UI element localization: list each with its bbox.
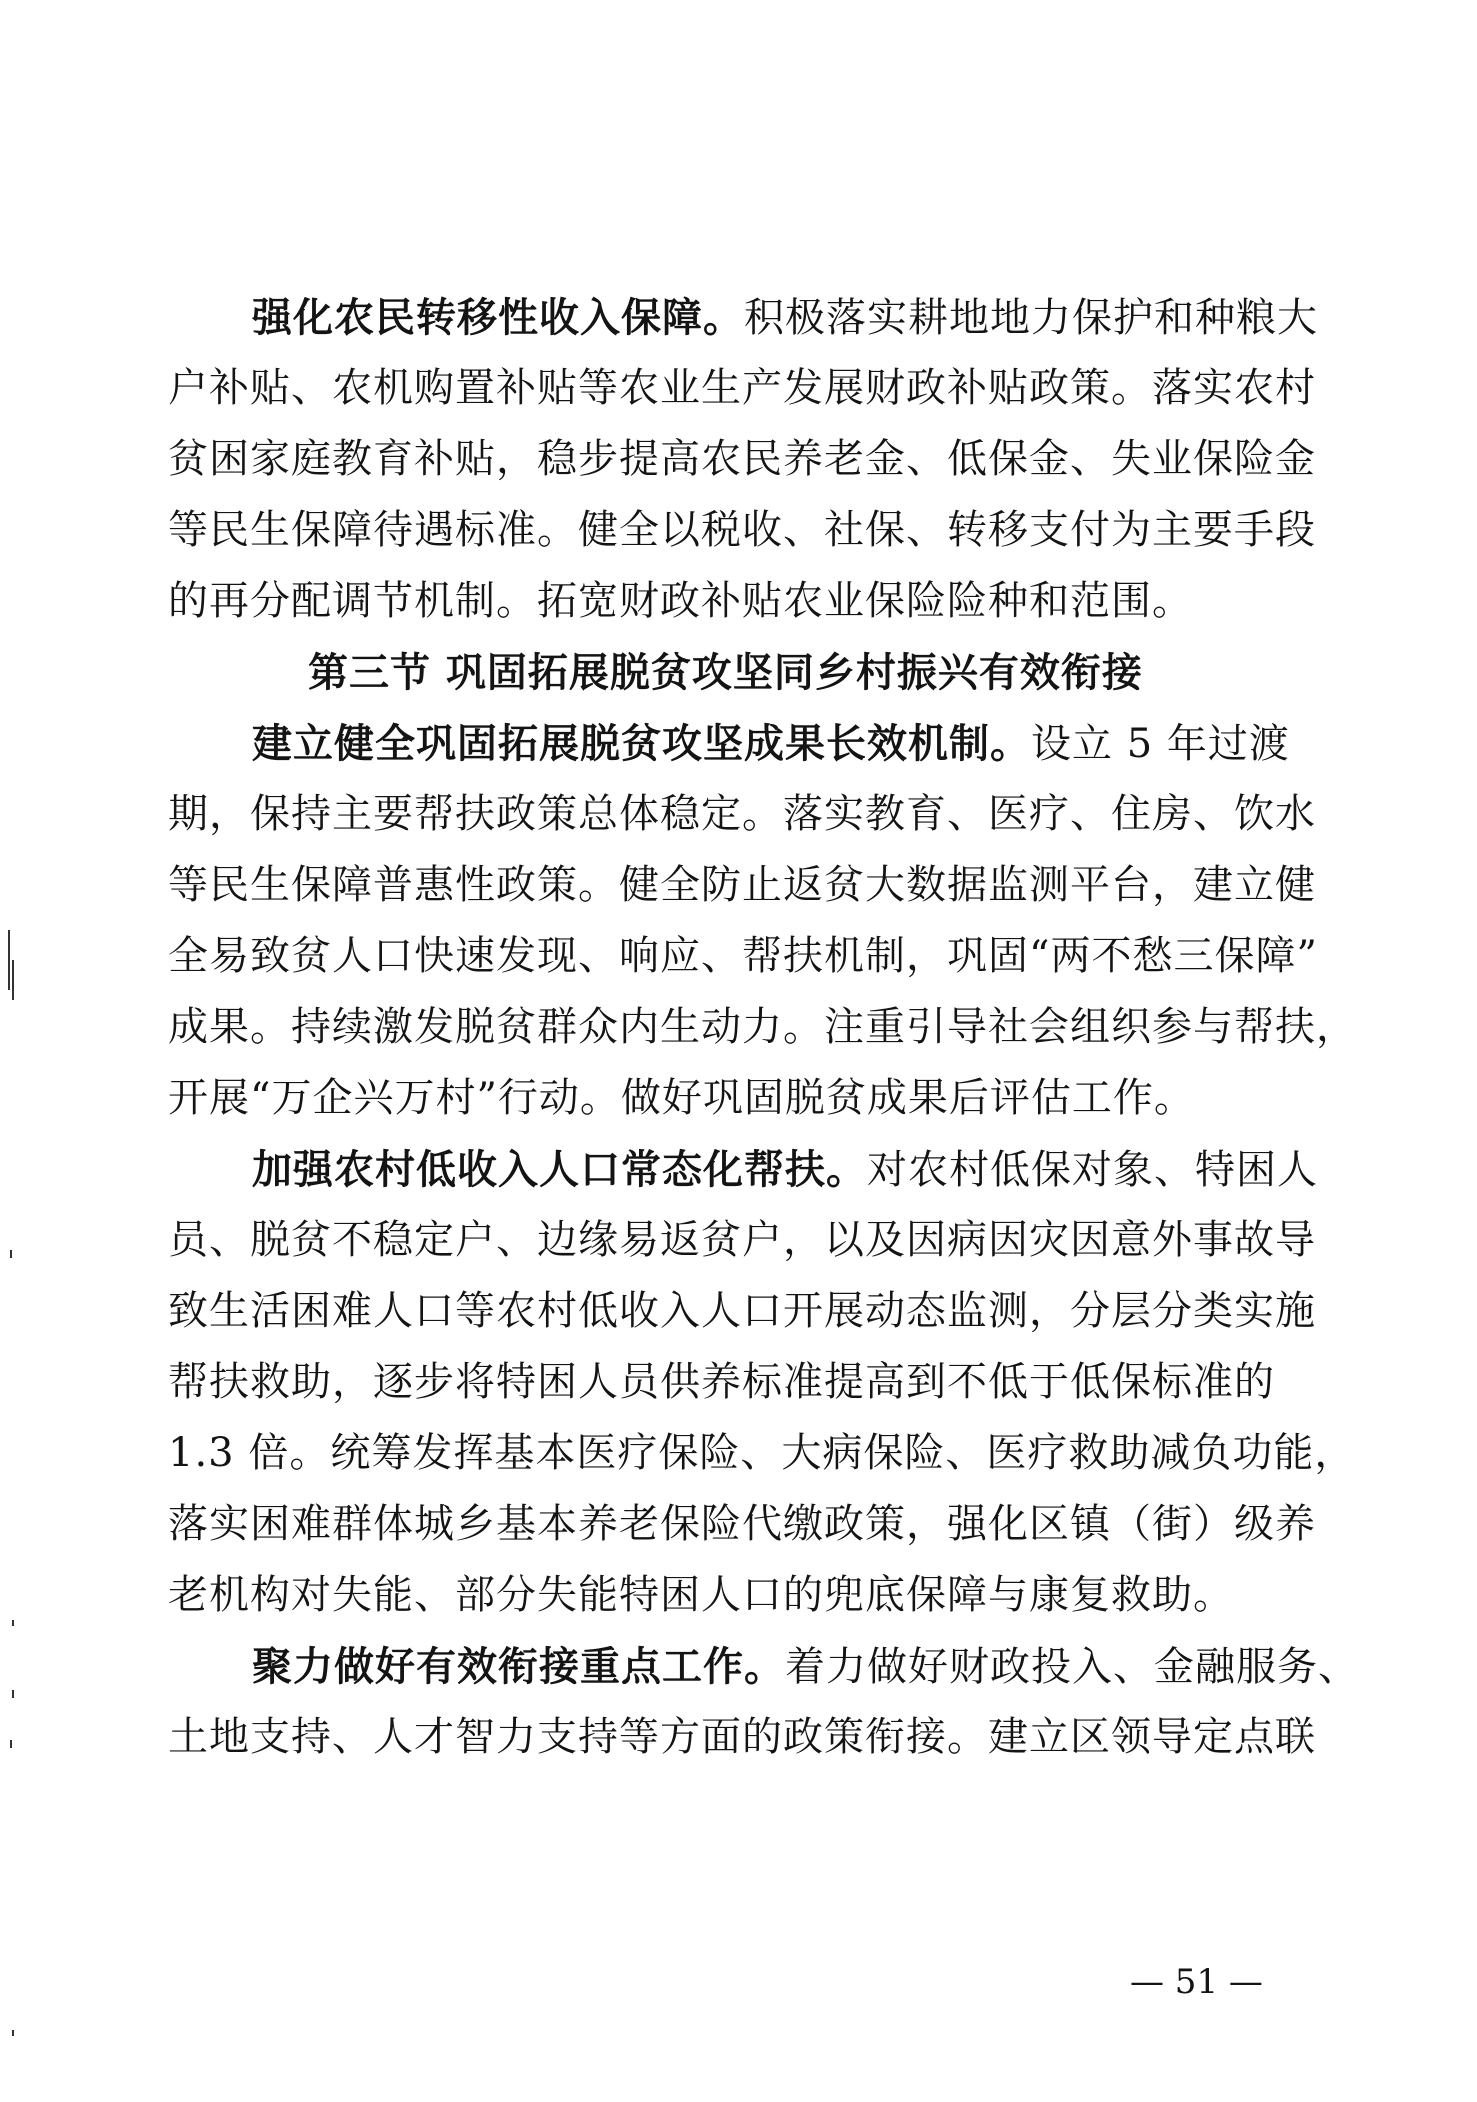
paragraph-2-line-6: 开展“万企兴万村”行动。做好巩固脱贫成果后评估工作。 [168,1075,1195,1121]
scan-mark [12,1690,14,1698]
paragraph-3-line-1: 加强农村低收入人口常态化帮扶。对农村低保对象、特困人 [252,1146,1318,1193]
paragraph-1-line-3: 贫困家庭教育补贴，稳步提高农民养老金、低保金、失业保险金 [168,436,1316,482]
paragraph-2-line-5: 成果。持续激发脱贫群众内生动力。注重引导社会组织参与帮扶， [168,1004,1357,1050]
paragraph-3-line-5: 1.3 倍。统筹发挥基本医疗保险、大病保险、医疗救助减负功能， [168,1430,1356,1476]
scan-mark [12,2030,14,2036]
paragraph-2-line-1: 建立健全巩固拓展脱贫攻坚成果长效机制。设立 5 年过渡 [252,720,1290,767]
paragraph-3-line-3: 致生活困难人口等农村低收入人口开展动态监测，分层分类实施 [168,1288,1316,1334]
paragraph-lead: 建立健全巩固拓展脱贫攻坚成果长效机制。 [252,720,1031,767]
page-number: — 51 — [1130,1962,1263,2002]
paragraph-3-line-4: 帮扶救助，逐步将特困人员供养标准提高到不低于低保标准的 [168,1359,1275,1405]
paragraph-3-line-2: 员、脱贫不稳定户、边缘易返贫户，以及因病因灾因意外事故导 [168,1217,1316,1263]
paragraph-2-line-3: 等民生保障普惠性政策。健全防止返贫大数据监测平台，建立健 [168,862,1316,908]
paragraph-3-line-6: 落实困难群体城乡基本养老保险代缴政策，强化区镇（街）级养 [168,1501,1316,1547]
scan-mark [12,1620,14,1626]
scan-mark [10,1250,12,1258]
paragraph-4-line-1: 聚力做好有效衔接重点工作。着力做好财政投入、金融服务、 [252,1643,1359,1690]
document-body [168,282,1359,1773]
scan-mark [10,1740,12,1748]
paragraph-lead: 加强农村低收入人口常态化帮扶。 [252,1146,867,1193]
paragraph-1-line-2: 户补贴、农机购置补贴等农业生产发展财政补贴政策。落实农村 [168,365,1316,411]
paragraph-1-line-4: 等民生保障待遇标准。健全以税收、社保、转移支付为主要手段 [168,507,1316,553]
section-heading: 第三节 巩固拓展脱贫攻坚同乡村振兴有效衔接 [308,649,1143,696]
paragraph-4-line-2: 土地支持、人才智力支持等方面的政策衔接。建立区领导定点联 [168,1714,1316,1760]
paragraph-2-line-2: 期，保持主要帮扶政策总体稳定。落实教育、医疗、住房、饮水 [168,791,1316,837]
paragraph-1-line-1: 强化农民转移性收入保障。积极落实耕地地力保护和种粮大 [252,294,1318,341]
scan-mark [12,960,14,1000]
scan-mark [8,930,10,990]
paragraph-lead: 强化农民转移性收入保障。 [252,294,744,341]
paragraph-3-line-7: 老机构对失能、部分失能特困人口的兜底保障与康复救助。 [168,1572,1234,1618]
paragraph-2-line-4: 全易致贫人口快速发现、响应、帮扶机制，巩固“两不愁三保障” [168,933,1318,979]
paragraph-lead: 聚力做好有效衔接重点工作。 [252,1643,785,1690]
paragraph-1-line-5: 的再分配调节机制。拓宽财政补贴农业保险险种和范围。 [168,578,1193,624]
